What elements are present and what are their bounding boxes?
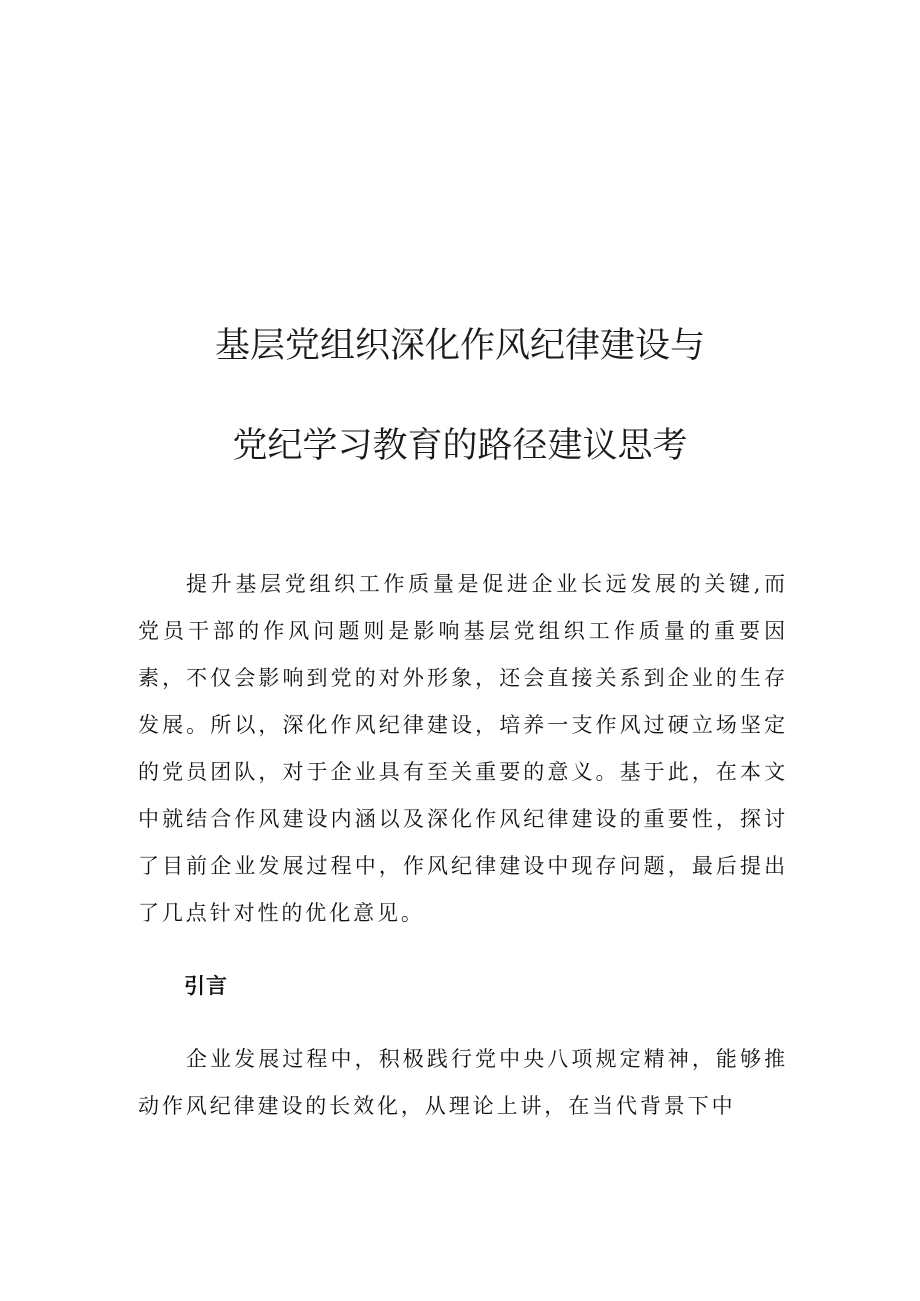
abstract-paragraph: 提升基层党组织工作质量是促进企业长远发展的关键,而党员干部的作风问题则是影响基层党组织工作质量的重要因素，不仅会影响到党的对外形象，还会直接关系到企业的生存发展。所以，深化作风纪律建设，培养一支作风过硬立场坚定的党员团队，对于企业具有至关重要的意义。基于此，在本文中就结合作风建设内涵以及深化作风纪律建设的重要性，探讨了目前企业发展过程中，作风纪律建设中现存问题，最后提出了几点针对性的优化意见。 bbox=[138, 572, 788, 925]
abstract-section bbox=[138, 561, 788, 937]
document-title-line-1: 基层党组织深化作风纪律建设与 bbox=[214, 326, 705, 366]
introduction-paragraph: 企业发展过程中，积极践行党中央八项规定精神，能够推动作风纪律建设的长效化，从理论上讲，在当代背景下中 bbox=[138, 1047, 788, 1118]
introduction-section bbox=[138, 1036, 788, 1130]
section-heading-introduction: 引言 bbox=[184, 974, 228, 998]
document-title-line-2: 党纪学习教育的路径建议思考 bbox=[232, 426, 688, 466]
